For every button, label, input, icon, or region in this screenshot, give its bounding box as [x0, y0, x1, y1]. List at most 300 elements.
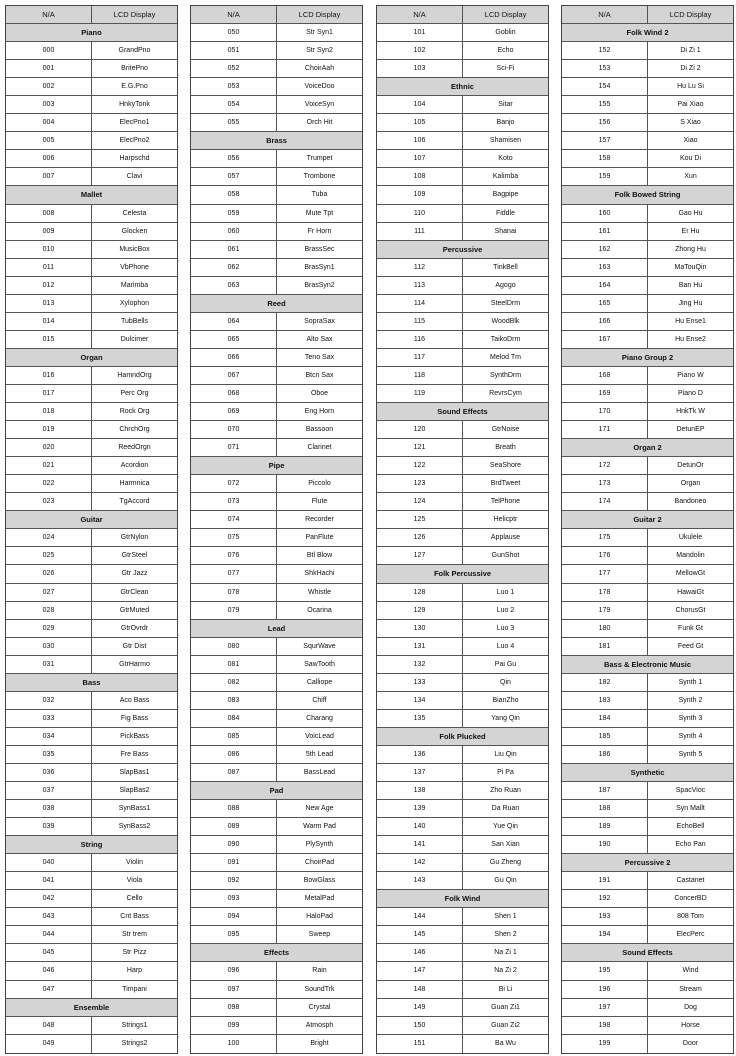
category-label: Synthetic [630, 767, 665, 777]
voice-number: 157 [562, 132, 648, 149]
voice-number: 094 [191, 908, 277, 925]
voice-lcd-name: Bright [310, 1039, 329, 1047]
voice-number: 083 [191, 692, 277, 709]
voice-number: 088 [191, 800, 277, 817]
voice-number: 171 [562, 421, 648, 438]
voice-lcd-name: Ocarina [307, 606, 332, 614]
voice-table-column-4 [561, 5, 734, 1054]
voice-lcd-name: TubBells [121, 317, 148, 325]
table-row [562, 78, 733, 96]
voice-number: 179 [562, 602, 648, 619]
table-row [562, 710, 733, 728]
voice-lcd-name: MaTouQin [674, 263, 707, 271]
table-row [562, 421, 733, 439]
voice-number: 079 [191, 602, 277, 619]
table-row [562, 638, 733, 656]
voice-lcd-name: Applause [490, 534, 521, 542]
table-row [191, 602, 362, 620]
voice-number: 107 [377, 150, 463, 167]
voice-lcd-name: Perc Org [120, 389, 149, 397]
table-row [6, 150, 177, 168]
voice-lcd-name: SlapBas2 [119, 787, 150, 795]
voice-number: 014 [6, 313, 92, 330]
table-row [6, 638, 177, 656]
voice-table-column-1 [5, 5, 178, 1054]
table-row [562, 565, 733, 583]
voice-number: 080 [191, 638, 277, 655]
voice-number: 183 [562, 692, 648, 709]
header-number: N/A [6, 6, 92, 23]
voice-number: 194 [562, 926, 648, 943]
table-row [191, 42, 362, 60]
category-heading [191, 620, 362, 638]
voice-number: 143 [377, 872, 463, 889]
voice-lcd-name: Guan Zi2 [491, 1021, 520, 1029]
category-heading [191, 457, 362, 475]
voice-lcd-name: Fiddle [495, 209, 516, 217]
table-row [191, 511, 362, 529]
table-row [562, 836, 733, 854]
voice-lcd-name: Crystal [308, 1003, 331, 1011]
table-header [377, 6, 548, 24]
voice-number: 159 [562, 168, 648, 185]
voice-lcd-name: BrasSyn2 [304, 281, 335, 289]
voice-number: 086 [191, 746, 277, 763]
voice-number: 066 [191, 349, 277, 366]
table-row [6, 42, 177, 60]
table-row [562, 132, 733, 150]
voice-lcd-name: VoiceDoo [304, 83, 335, 91]
voice-number: 145 [377, 926, 463, 943]
category-label: Folk Bowed String [614, 190, 681, 200]
category-heading [377, 241, 548, 259]
table-row [562, 800, 733, 818]
voice-lcd-name: Hu Lu Si [677, 83, 704, 91]
voice-number: 150 [377, 1017, 463, 1034]
voice-lcd-name: Shanai [494, 227, 517, 235]
category-label: Guitar 2 [633, 515, 662, 525]
table-row [377, 656, 548, 674]
table-row [191, 1035, 362, 1053]
table-row [562, 782, 733, 800]
voice-number: 103 [377, 60, 463, 77]
voice-lcd-name: Whistle [308, 588, 331, 596]
voice-lcd-name: ElecPno2 [119, 137, 150, 145]
category-label: Reed [267, 298, 286, 308]
table-row [562, 168, 733, 186]
voice-number: 190 [562, 836, 648, 853]
table-row [562, 584, 733, 602]
voice-number: 113 [377, 277, 463, 294]
voice-number: 101 [377, 24, 463, 41]
table-header [6, 6, 177, 24]
table-row [191, 547, 362, 565]
category-heading [6, 674, 177, 692]
table-row [377, 692, 548, 710]
table-row [191, 186, 362, 204]
table-row [6, 728, 177, 746]
table-row [6, 277, 177, 295]
category-label: Folk Wind 2 [626, 28, 669, 38]
voice-lcd-name: Yang Qin [491, 714, 520, 722]
voice-lcd-name: GtrMuted [119, 606, 150, 614]
table-row [562, 692, 733, 710]
voice-number: 104 [377, 96, 463, 113]
voice-lcd-name: Alto Sax [306, 335, 333, 343]
voice-lcd-name: Fre Bass [120, 750, 149, 758]
voice-number: 082 [191, 674, 277, 691]
voice-number: 056 [191, 150, 277, 167]
table-row [191, 584, 362, 602]
table-row [191, 475, 362, 493]
category-label: Percussive 2 [624, 858, 671, 868]
table-row [6, 584, 177, 602]
voice-number: 034 [6, 728, 92, 745]
voice-number: 135 [377, 710, 463, 727]
table-row [377, 602, 548, 620]
voice-lcd-name: Clavi [126, 173, 143, 181]
category-heading [377, 565, 548, 583]
table-row [191, 439, 362, 457]
voice-number: 017 [6, 385, 92, 402]
category-heading [562, 656, 733, 674]
voice-number: 126 [377, 529, 463, 546]
voice-number: 182 [562, 674, 648, 691]
voice-lcd-name: Orch Hit [306, 119, 333, 127]
voice-number: 146 [377, 944, 463, 961]
voice-lcd-name: Bi Li [498, 985, 513, 993]
voice-number: 053 [191, 78, 277, 95]
voice-number: 075 [191, 529, 277, 546]
voice-number: 112 [377, 259, 463, 276]
voice-lcd-name: Gao Hu [678, 209, 703, 217]
voice-number: 156 [562, 114, 648, 131]
category-heading [562, 764, 733, 782]
voice-lcd-name: Na Zi 1 [494, 949, 517, 957]
table-row [562, 331, 733, 349]
table-row [562, 150, 733, 168]
table-row [377, 493, 548, 511]
table-row [562, 620, 733, 638]
voice-number: 074 [191, 511, 277, 528]
table-row [377, 277, 548, 295]
voice-lcd-name: Luo 1 [496, 588, 515, 596]
voice-number: 114 [377, 295, 463, 312]
category-heading [562, 439, 733, 457]
voice-number: 172 [562, 457, 648, 474]
category-heading [191, 944, 362, 962]
voice-lcd-name: GtrNoise [491, 426, 520, 434]
table-row [191, 565, 362, 583]
table-row [562, 1017, 733, 1035]
voice-number: 152 [562, 42, 648, 59]
voice-number: 099 [191, 1017, 277, 1034]
voice-lcd-name: BrasSyn1 [304, 263, 335, 271]
table-row [6, 746, 177, 764]
table-row [562, 999, 733, 1017]
voice-number: 089 [191, 818, 277, 835]
voice-lcd-name: 808 Tom [677, 913, 704, 921]
table-row [377, 782, 548, 800]
voice-lcd-name: Str Syn2 [306, 47, 333, 55]
voice-lcd-name: HnkTk W [676, 408, 705, 416]
voice-lcd-name: Bassoon [305, 426, 334, 434]
table-row [377, 259, 548, 277]
table-row [6, 259, 177, 277]
voice-number: 059 [191, 205, 277, 222]
voice-lcd-name: GrandPno [118, 47, 151, 55]
voice-number: 071 [191, 439, 277, 456]
voice-number: 065 [191, 331, 277, 348]
table-row [377, 944, 548, 962]
table-row [191, 96, 362, 114]
voice-lcd-name: ConcerBD [674, 895, 707, 903]
voice-lcd-name: Trumpet [306, 155, 333, 163]
voice-number: 165 [562, 295, 648, 312]
voice-lcd-name: PickBass [120, 732, 149, 740]
voice-number: 191 [562, 872, 648, 889]
voice-number: 013 [6, 295, 92, 312]
category-label: Guitar [80, 515, 103, 525]
voice-lcd-name: Stream [679, 985, 702, 993]
voice-number: 031 [6, 656, 92, 673]
voice-lcd-name: GtrOvrdr [120, 624, 149, 632]
voice-lcd-name: Horse [681, 1021, 700, 1029]
voice-lcd-name: MetalPad [304, 895, 335, 903]
table-row [191, 692, 362, 710]
voice-lcd-name: Da Ruan [491, 805, 520, 813]
voice-number: 012 [6, 277, 92, 294]
voice-lcd-name: SpacVioc [675, 787, 706, 795]
table-row [6, 872, 177, 890]
voice-lcd-name: Zhong Hu [675, 245, 706, 253]
table-row [191, 999, 362, 1017]
voice-number: 140 [377, 818, 463, 835]
header-number: N/A [562, 6, 648, 23]
category-heading [562, 186, 733, 204]
voice-number: 054 [191, 96, 277, 113]
voice-lcd-name: SqurWave [303, 642, 336, 650]
voice-lcd-name: Banjo [496, 119, 515, 127]
table-row [6, 313, 177, 331]
voice-lcd-name: Str Syn1 [306, 29, 333, 37]
voice-lcd-name: Door [682, 1039, 699, 1047]
table-row [191, 259, 362, 277]
voice-lcd-name: Viola [126, 877, 143, 885]
voice-lcd-name: SynBass1 [118, 805, 151, 813]
table-row [562, 728, 733, 746]
voice-lcd-name: Xylophon [119, 299, 150, 307]
voice-number: 073 [191, 493, 277, 510]
table-row [377, 836, 548, 854]
voice-lcd-name: WoodBlk [491, 317, 520, 325]
voice-number: 020 [6, 439, 92, 456]
voice-number: 049 [6, 1035, 92, 1053]
table-row [562, 818, 733, 836]
voice-lcd-name: Shamisen [489, 137, 522, 145]
voice-number: 132 [377, 656, 463, 673]
voice-lcd-name: SynthDrm [489, 371, 522, 379]
voice-number: 006 [6, 150, 92, 167]
voice-lcd-name: DetunOr [677, 462, 704, 470]
voice-number: 128 [377, 584, 463, 601]
voice-lcd-name: Organ [680, 480, 701, 488]
table-row [562, 908, 733, 926]
voice-lcd-name: Cnt Bass [120, 913, 149, 921]
table-row [191, 223, 362, 241]
category-label: Percussive [442, 244, 483, 254]
table-row [6, 710, 177, 728]
table-row [6, 60, 177, 78]
voice-number: 117 [377, 349, 463, 366]
table-row [377, 926, 548, 944]
category-heading [6, 186, 177, 204]
voice-lcd-name: HnkyTonk [119, 101, 150, 109]
voice-lcd-name: Strings1 [121, 1021, 148, 1029]
table-row [191, 349, 362, 367]
voice-number: 024 [6, 529, 92, 546]
voice-number: 178 [562, 584, 648, 601]
table-row [377, 150, 548, 168]
voice-lcd-name: Piano D [678, 389, 703, 397]
voice-lcd-name: TaikoDrm [490, 335, 521, 343]
voice-number: 139 [377, 800, 463, 817]
table-row [6, 620, 177, 638]
voice-number: 096 [191, 962, 277, 979]
table-row [6, 764, 177, 782]
header-lcd-display: LCD Display [113, 10, 156, 19]
voice-number: 185 [562, 728, 648, 745]
voice-lcd-name: SopraSax [304, 317, 335, 325]
voice-lcd-name: BianZho [492, 696, 519, 704]
table-row [377, 547, 548, 565]
voice-lcd-name: TgAccord [119, 498, 150, 506]
category-label: Bass [82, 677, 101, 687]
voice-number: 043 [6, 908, 92, 925]
voice-lcd-name: Helicptr [493, 516, 518, 524]
voice-number: 027 [6, 584, 92, 601]
header-lcd-display: LCD Display [669, 10, 712, 19]
category-label: Folk Percussive [433, 569, 492, 579]
voice-lcd-name: Di Zi 1 [680, 47, 701, 55]
table-row [191, 277, 362, 295]
table-row [6, 439, 177, 457]
category-heading [377, 78, 548, 96]
voice-number: 072 [191, 475, 277, 492]
voice-number: 057 [191, 168, 277, 185]
voice-number: 131 [377, 638, 463, 655]
table-row [562, 42, 733, 60]
voice-number: 045 [6, 944, 92, 961]
table-row [562, 674, 733, 692]
table-row [562, 367, 733, 385]
voice-lcd-name: ChoirAah [304, 65, 335, 73]
voice-lcd-name: Glocken [121, 227, 148, 235]
category-heading [562, 349, 733, 367]
voice-lcd-name: Bagpipe [492, 191, 519, 199]
table-row [377, 331, 548, 349]
table-row [6, 223, 177, 241]
table-row [377, 818, 548, 836]
voice-number: 081 [191, 656, 277, 673]
table-header [191, 6, 362, 24]
voice-number: 170 [562, 403, 648, 420]
voice-number: 003 [6, 96, 92, 113]
voice-number: 181 [562, 638, 648, 655]
voice-number: 038 [6, 800, 92, 817]
table-row [6, 475, 177, 493]
category-label: Bass & Electronic Music [603, 659, 692, 669]
voice-number: 168 [562, 367, 648, 384]
table-row [562, 547, 733, 565]
table-row [191, 331, 362, 349]
voice-number: 021 [6, 457, 92, 474]
table-row [562, 114, 733, 132]
table-row [562, 96, 733, 114]
table-row [191, 981, 362, 999]
table-row [6, 981, 177, 999]
table-row [6, 854, 177, 872]
table-row [562, 475, 733, 493]
header-lcd-display: LCD Display [298, 10, 341, 19]
voice-number: 116 [377, 331, 463, 348]
category-label: Sound Effects [622, 948, 673, 958]
voice-lcd-name: Syn Mallt [676, 805, 705, 813]
table-row [562, 277, 733, 295]
table-row [377, 186, 548, 204]
header-number: N/A [191, 6, 277, 23]
category-label: Organ [80, 352, 103, 362]
table-row [191, 367, 362, 385]
table-row [191, 962, 362, 980]
table-row [6, 547, 177, 565]
voice-lcd-name: Breath [495, 444, 516, 452]
voice-lcd-name: ElecPerc [676, 931, 705, 939]
voice-table-column-3 [376, 5, 549, 1054]
voice-number: 153 [562, 60, 648, 77]
voice-lcd-name: Gu Zheng [489, 859, 522, 867]
table-row [191, 60, 362, 78]
voice-number: 142 [377, 854, 463, 871]
voice-lcd-name: S Xiao [680, 119, 701, 127]
category-heading [562, 854, 733, 872]
table-row [191, 385, 362, 403]
voice-number: 106 [377, 132, 463, 149]
voice-number: 198 [562, 1017, 648, 1034]
table-row [377, 746, 548, 764]
table-row [562, 962, 733, 980]
voice-lcd-name: New Age [305, 805, 334, 813]
voice-lcd-name: Feed Gt [677, 642, 704, 650]
voice-number: 091 [191, 854, 277, 871]
table-row [191, 890, 362, 908]
voice-lcd-name: Calliope [306, 678, 333, 686]
voice-lcd-name: VoiceSyn [304, 101, 335, 109]
table-row [6, 944, 177, 962]
voice-lcd-name: Flute [311, 498, 328, 506]
voice-lcd-name: Gtr Jazz [121, 570, 148, 578]
table-row [377, 421, 548, 439]
voice-number: 136 [377, 746, 463, 763]
voice-number: 046 [6, 962, 92, 979]
table-row [377, 205, 548, 223]
table-row [377, 872, 548, 890]
voice-number: 100 [191, 1035, 277, 1053]
voice-lcd-name: Ba Wu [495, 1039, 516, 1047]
voice-lcd-name: Xiao [683, 137, 698, 145]
voice-number: 029 [6, 620, 92, 637]
voice-lcd-name: Agogo [495, 281, 516, 289]
